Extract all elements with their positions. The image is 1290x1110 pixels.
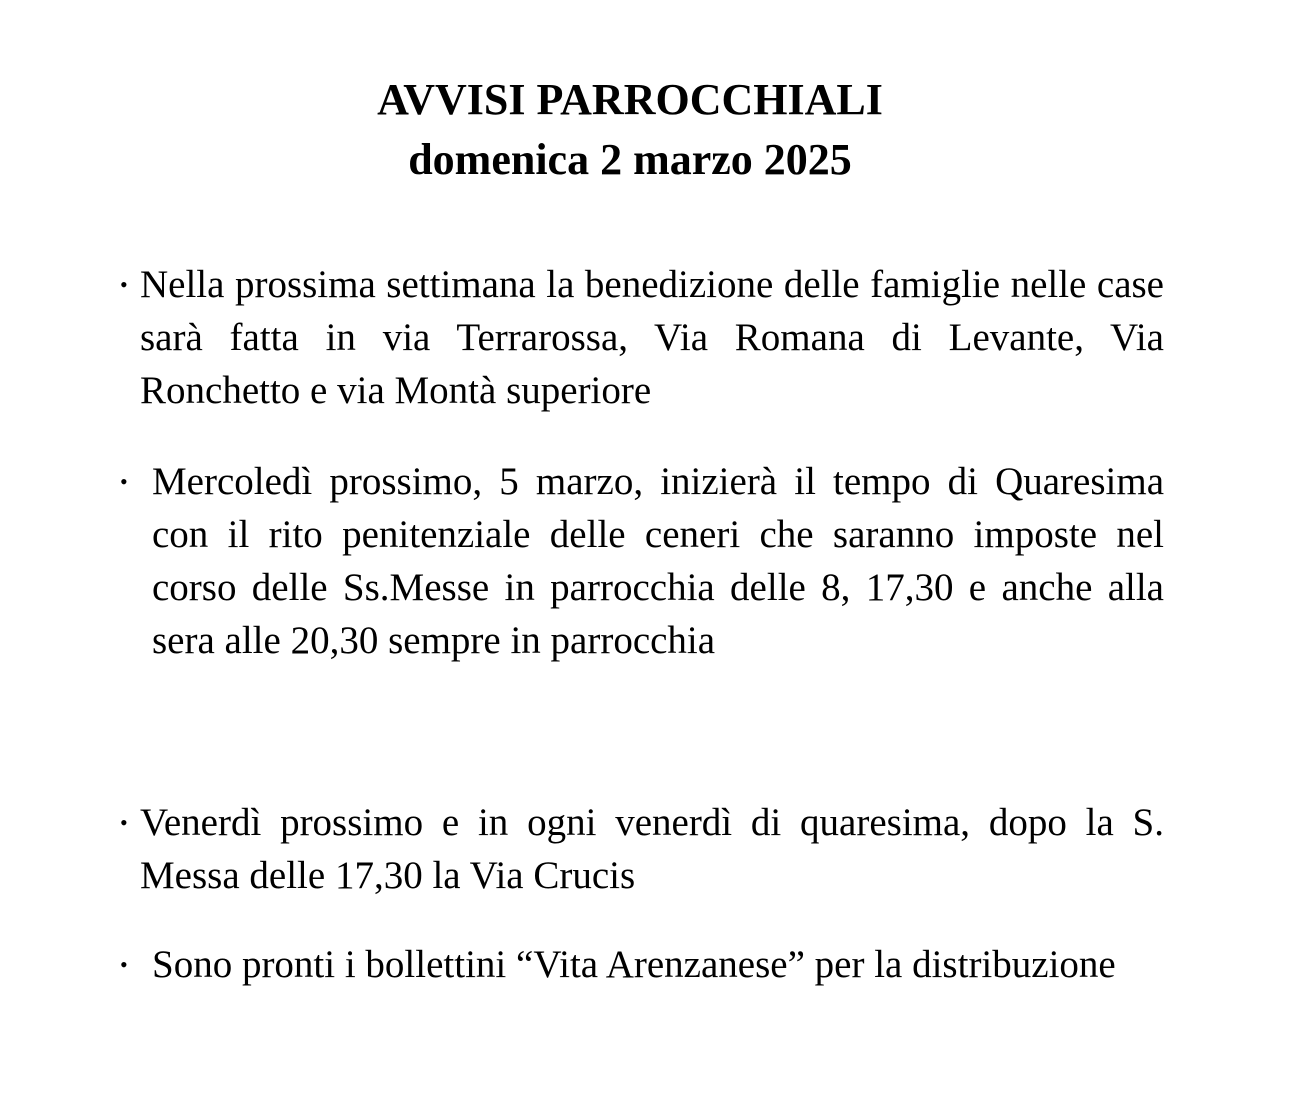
notice-item [120,938,1164,991]
notice-text: Mercoledì prossimo, 5 marzo, inizierà il tempo di Quaresima con il rito penitenziale delle ceneri che saranno imposte nel corso delle Ss.Messe in parrocchia delle 8, 17,30 e anche alla sera alle 20,30 sempre in parrocchia [152,460,1164,662]
bullet-icon: • [120,272,128,297]
notice-text: Nella prossima settimana la benedizione delle famiglie nelle case sarà fatta in via Terrarossa, Via Romana di Levante, Via Ronchetto e via Montà superiore [140,263,1164,412]
notice-item [120,796,1164,902]
notice-text: Sono pronti i bollettini “Vita Arenzanese” per la distribuzione [152,943,1116,986]
bullet-icon: • [120,469,128,494]
notice-item [120,455,1164,667]
notice-text: Venerdì prossimo e in ogni venerdì di quaresima, dopo la S. Messa delle 17,30 la Via Crucis [140,801,1164,897]
page-title: AVVISI PARROCCHIALI [377,75,883,124]
bullet-icon: • [120,952,128,977]
header [0,70,1260,190]
page-date: domenica 2 marzo 2025 [408,135,852,184]
bullet-icon: • [120,810,128,835]
notice-item [120,258,1164,417]
